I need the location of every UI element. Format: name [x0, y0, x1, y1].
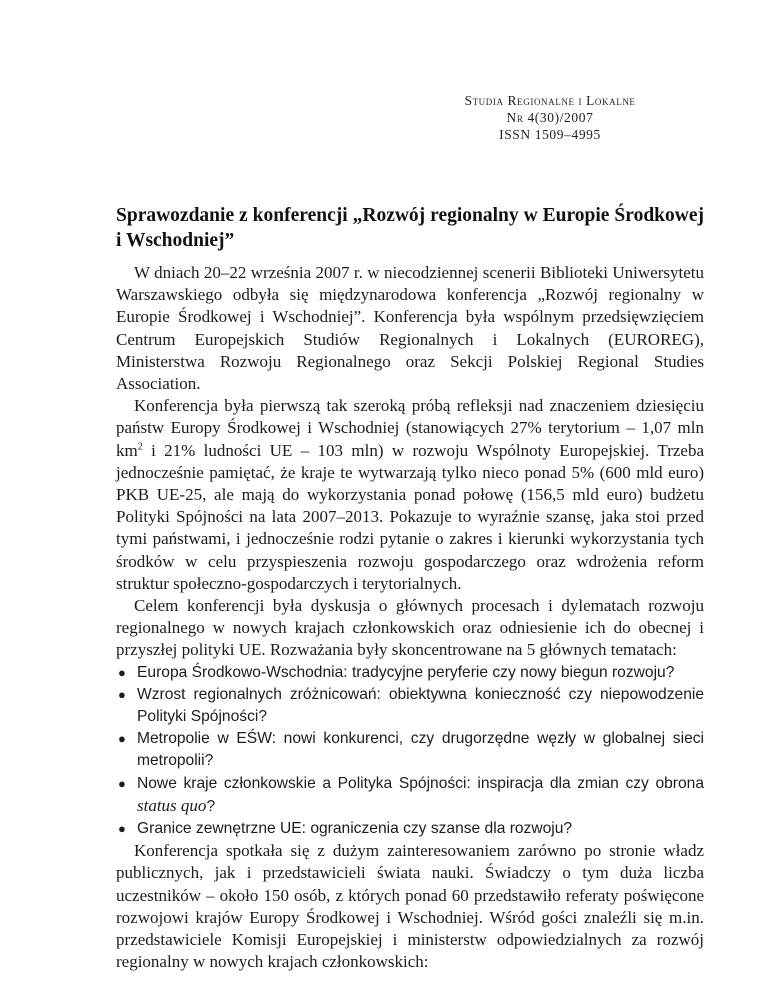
- topic-text: Granice zewnętrzne UE: ograniczenia czy szanse dla rozwoju?: [137, 820, 573, 838]
- paragraph-2-part-a: Konferencja była pierwszą tak szeroką próbą refleksji nad znaczeniem dziesięciu państw Europy Środkowej i Wschodniej (stanowiących 27% terytorium – 1,07 mln km: [116, 396, 704, 460]
- paragraph-4: Konferencja spotkała się z dużym zainteresowaniem zarówno po stronie władz publicznych, jak i przedstawicieli świata nauki. Świadczy o tym duża liczba uczestników – około 150 osób, z których ponad 60 przedstawiło referaty poświęcone rozwojowi krajów Europy Środkowej i Wschodniej. Wśród gości znaleźli się m.in. przedstawiciele Komisji Europejskiej i ministerstw odpowiedzialnych za rozwój regionalny w nowych krajach członkowskich:: [116, 841, 704, 972]
- bullet-icon: ●: [118, 775, 126, 791]
- bullet-icon: ●: [118, 686, 126, 702]
- paragraph-1: W dniach 20–22 września 2007 r. w niecodziennej scenerii Biblioteki Uniwersytetu Warszawskiego odbyła się międzynarodowa konferencja „Rozwój regionalny w Europie Środkowej i Wschodniej”. Konferencja była wspólnym przedsięwzięciem Centrum Europejskich Studiów Regionalnych i Lokalnych (EUROREG), Ministerstwa Rozwoju Regionalnego oraz Sekcji Polskiej Regional Studies Association.: [116, 263, 704, 394]
- bullet-icon: ●: [118, 664, 126, 680]
- list-item: [116, 662, 704, 684]
- topic-text-b: ?: [206, 797, 216, 815]
- journal-issn: ISSN 1509–4995: [499, 127, 601, 142]
- bullet-icon: ●: [118, 731, 126, 747]
- list-item: [116, 728, 704, 772]
- article-title: Sprawozdanie z konferencji „Rozwój regionalny w Europie Środkowej i Wschodniej”: [116, 205, 704, 251]
- list-item: [116, 684, 704, 728]
- paragraph-2-part-b: i 21% ludności UE – 103 mln) w rozwoju Wspólnoty Europejskiej. Trzeba jednocześnie pamiętać, że kraje te wytwarzają tylko nieco ponad 5% (600 mld euro) PKB UE-25, ale mają do wykorzystania ponad połowę (156,5 mld euro) budżetu Polityki Spójności na lata 2007–2013. Pokazuje to wyraźnie szansę, jaka stoi przed tymi państwami, i jednocześnie rodzi pytanie o zakres i kierunki wykorzystania tych środków w celu przyspieszenia rozwoju gospodarczego oraz wdrożenia reform struktur społeczno-gospodarczych i terytorialnych.: [116, 440, 704, 593]
- journal-name: Studia Regionalne i Lokalne: [464, 93, 636, 108]
- topic-text: Wzrost regionalnych zróżnicowań: obiektywna konieczność czy niepowodzenie Polityki Spójności?: [137, 685, 704, 726]
- superscript: 2: [137, 440, 143, 452]
- topic-text: Europa Środkowo-Wschodnia: tradycyjne peryferie czy nowy biegun rozwoju?: [137, 663, 675, 681]
- journal-issue: Nr 4(30)/2007: [506, 110, 594, 125]
- article-body: [116, 262, 704, 974]
- bullet-icon: ●: [118, 821, 126, 837]
- list-item: [116, 773, 704, 818]
- paragraph-2: [116, 395, 704, 595]
- journal-header: [450, 92, 650, 143]
- topics-list: [116, 662, 704, 841]
- topic-text-a: Nowe kraje członkowskie a Polityka Spójności: inspiracja dla zmian czy obrona: [137, 774, 704, 792]
- list-item: [116, 818, 704, 840]
- paragraph-3: Celem konferencji była dyskusja o głównych procesach i dylematach rozwoju regionalnego w nowych krajach członkowskich oraz odniesienie ich do obecnej i przyszłej polityki UE. Rozważania były skoncentrowane na 5 głównych tematach:: [116, 596, 704, 660]
- topic-text-italic: status quo: [137, 795, 207, 815]
- topic-text: Metropolie w EŚW: nowi konkurenci, czy drugorzędne węzły w globalnej sieci metropolii?: [137, 730, 704, 770]
